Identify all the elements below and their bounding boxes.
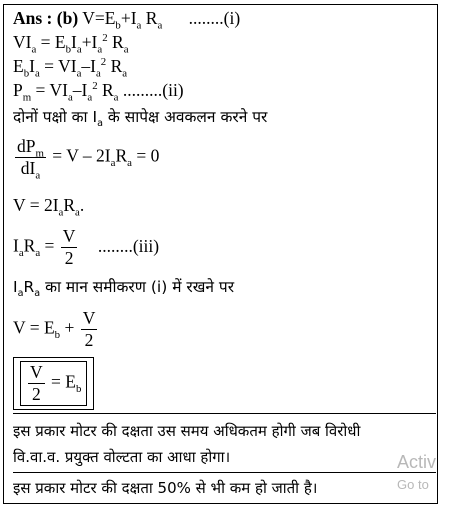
- equation-tag-2: .........(ii): [118, 80, 184, 100]
- boxed-fraction: $\frac{V}{2}$: [30, 362, 43, 404]
- current-resistance-equation: $I_aR_a$ = $\frac{V}{2}$ ........(iii): [13, 226, 160, 268]
- equation-tag-3: ........(iii): [97, 235, 160, 256]
- equation-3: $E_bI_a = VI_a-I_a^2$ $R_a$: [13, 56, 128, 80]
- equation-1: Ans : (b) $V=E_b+I_a$ $R_a$ ........(i): [13, 8, 241, 32]
- equation-2: $VI_a = E_bI_a+I_a^2$ $R_a$: [13, 32, 129, 56]
- derivative-equation: $\frac{dP_m}{dI_a}$ = $V - 2I_aR_a = 0$: [17, 136, 160, 181]
- conclusion-line-1: इस प्रकार मोटर की दक्षता उस समय अधिकतम होगी जब विरोधी: [13, 422, 361, 440]
- section-divider: [13, 413, 436, 414]
- equation-4: $P_m = VI_a-I_a^2$ $R_a$ .........(ii): [13, 80, 184, 104]
- boxed-result: $\frac{V}{2}$ = $E_b$: [13, 357, 94, 410]
- activation-watermark-title: Activ: [397, 452, 437, 472]
- conclusion-line-2: वि.वा.व. प्रयुक्त वोल्टता का आधा होगा।: [13, 448, 231, 466]
- voltage-sum-equation: $V = E_b$ + $\frac{V}{2}$: [13, 308, 96, 350]
- activation-watermark-subtitle: Go to: [397, 477, 429, 492]
- answer-label: Ans : (b): [13, 8, 79, 28]
- hindi-differentiation-text: दोनों पक्षो का $I_a$ के सापेक्ष अवकलन करने पर: [13, 108, 268, 130]
- equation-tag-1: ........(i): [188, 8, 241, 28]
- voltage-sum-fraction: $\frac{V}{2}$: [82, 308, 96, 350]
- hindi-substitution-text: $I_aR_a$ का मान समीकरण (i) में रखने पर: [13, 278, 235, 300]
- conclusion-divider: [13, 472, 436, 473]
- half-voltage-fraction: $\frac{V}{2}$: [62, 226, 76, 268]
- derivative-fraction: $\frac{dP_m}{dI_a}$: [17, 136, 44, 181]
- conclusion-line-3: इस प्रकार मोटर की दक्षता 50% से भी कम हो जाती है।: [13, 479, 318, 497]
- voltage-equation: $V = 2I_aR_a$.: [13, 195, 85, 219]
